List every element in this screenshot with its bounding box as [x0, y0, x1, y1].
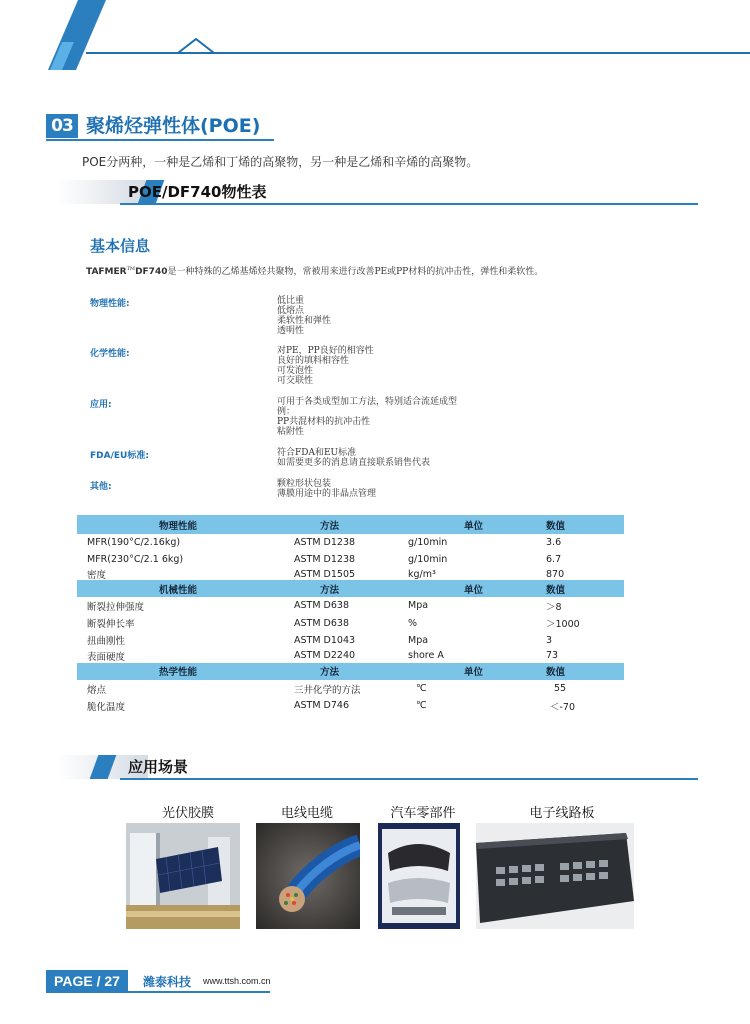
table-row: MFR(190°C/2.16kg) ASTM D1238 g/10min 3.6 [87, 537, 562, 549]
property-band [58, 180, 698, 206]
table-header-mechanical: 机械性能 方法 单位 数值 [77, 580, 624, 597]
table-header-physical: 物理性能 方法 单位 数值 [77, 515, 624, 534]
header-notch [178, 38, 218, 54]
basic-info-desc: TAFMER™DF740是一种特殊的乙烯基烯烃共聚物，常被用来进行改善PE或PP材料的抗冲击性，弹性和柔软性。 [86, 266, 544, 277]
prop-lines-fda: 符合FDA和EU标准 如需要更多的消息请直接联系销售代表 [277, 448, 431, 468]
table-header-thermal: 热学性能 方法 单位 数值 [77, 663, 624, 680]
prop-label-physical: 物理性能: [90, 299, 130, 309]
header-stripe-decoration [48, 0, 106, 70]
scenes-title: 应用场景 [128, 758, 189, 776]
prop-label-chemical: 化学性能: [90, 349, 130, 359]
table-row: 扭曲刚性 ASTM D1043 Mpa 3 [87, 634, 553, 648]
prop-lines-physical: 低比重 低熔点 柔软性和弹性 透明性 [277, 296, 332, 336]
table-row: 表面硬度 ASTM D2240 shore A 73 [87, 650, 559, 663]
scene-label-auto-parts: 汽车零部件 [390, 806, 456, 821]
footer-brand: 潍泰科技 [143, 975, 192, 989]
table-row: 脆化温度 ASTM D746 ℃ ＜-70 [87, 700, 576, 713]
section-intro: POE分两种，一种是乙烯和丁烯的高聚物，另一种是乙烯和辛烯的高聚物。 [82, 155, 479, 169]
prop-lines-chemical: 对PE，PP良好的相容性 良好的填料相容性 可发泡性 可交联性 [277, 346, 374, 386]
footer-url[interactable]: www.ttsh.com.cn [203, 976, 271, 986]
property-table [77, 515, 624, 714]
scenes-band [58, 755, 698, 781]
property-band-title: POE/DF740物性表 [128, 183, 267, 201]
prop-label-other: 其他: [90, 482, 112, 492]
table-row: 断裂伸长率 ASTM D638 % ＞1000 [87, 617, 580, 631]
prop-label-fda: FDA/EU标准: [90, 451, 149, 461]
pcb-image [476, 823, 634, 929]
section-underline [46, 139, 274, 141]
pv-film-image [126, 823, 240, 929]
cable-image [256, 823, 360, 929]
table-row: 断裂拉伸强度 ASTM D638 Mpa ＞8 [87, 600, 562, 613]
section-title: 聚烯烃弹性体(POE) [86, 115, 261, 137]
table-row: MFR(230°C/2.1 6kg) ASTM D1238 g/10min 6.7 [87, 554, 562, 566]
table-row: 熔点 三井化学的方法 ℃ 55 [87, 683, 567, 696]
page-number: PAGE / 27 [46, 970, 128, 992]
scene-label-pv-film: 光伏胶膜 [161, 806, 214, 821]
table-row: 密度 ASTM D1505 kg/m³ 870 [87, 568, 565, 582]
prop-lines-other: 颗粒形状包装 薄膜用途中的非晶点管理 [277, 479, 377, 499]
prop-label-application: 应用: [90, 400, 112, 410]
basic-info-title: 基本信息 [90, 237, 151, 255]
scene-label-pcb: 电子线路板 [529, 806, 595, 821]
section-number: 03 [46, 114, 78, 138]
footer-rule [46, 991, 270, 993]
scene-label-cable: 电线电缆 [280, 806, 333, 821]
prop-lines-application: 可用于各类成型加工方法，特别适合流延成型 例： PP共混材料的抗冲击性 粘附性 [277, 397, 458, 437]
auto-parts-image [378, 823, 460, 929]
